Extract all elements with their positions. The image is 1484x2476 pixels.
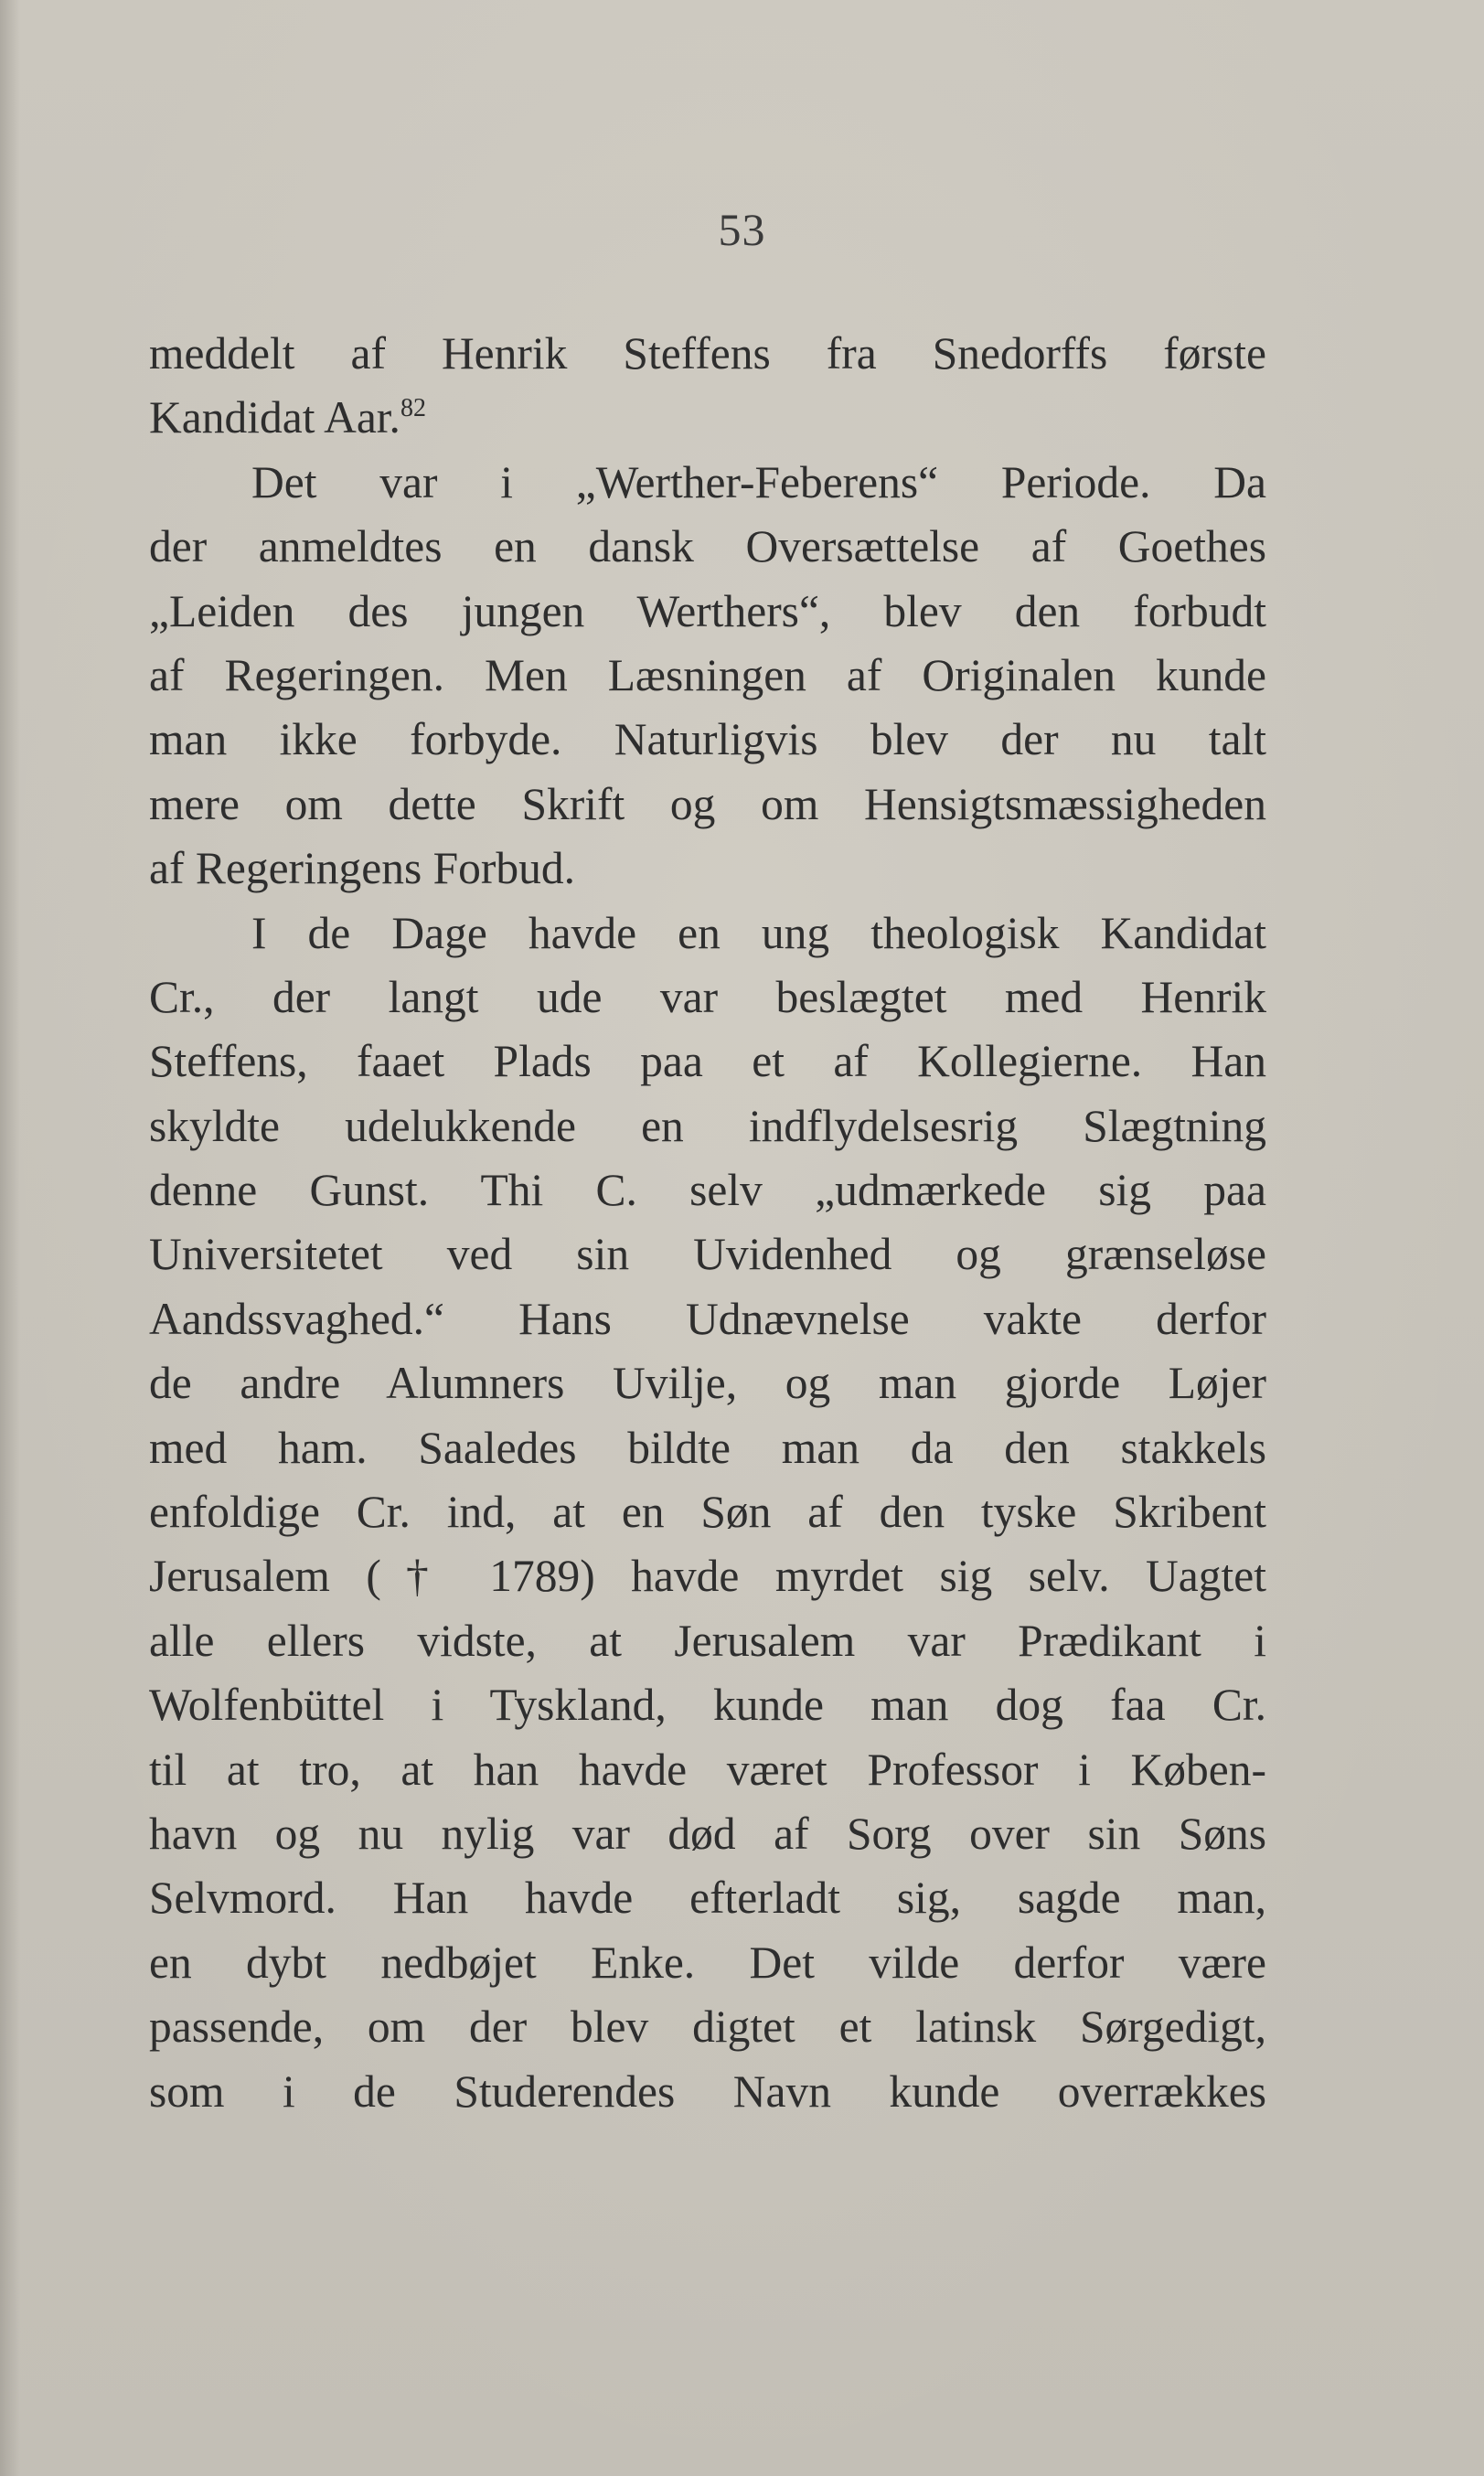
text-line: med ham. Saaledes bildte man da den stakkels bbox=[149, 1422, 1266, 1473]
text-line: en dybt nedbøjet Enke. Det vilde derfor være bbox=[149, 1937, 1266, 1988]
footnote-reference: 82 bbox=[400, 394, 426, 423]
text-line: Steffens, faaet Plads paa et af Kollegierne. Han bbox=[149, 1036, 1266, 1087]
text-line: enfoldige Cr. ind, at en Søn af den tyske Skribent bbox=[149, 1487, 1266, 1538]
page-gutter-shadow bbox=[0, 0, 20, 2476]
text-line: til at tro, at han havde været Professor i Køben- bbox=[149, 1744, 1266, 1795]
text-line: „Leiden des jungen Werthers“, blev den forbudt bbox=[149, 585, 1266, 636]
text-line: I de Dage havde en ung theologisk Kandidat bbox=[251, 907, 1266, 958]
body-text bbox=[149, 322, 1266, 2124]
text-line: meddelt af Henrik Steffens fra Snedorffs første bbox=[149, 328, 1266, 379]
text-line: mere om dette Skrift og om Hensigtsmæssigheden bbox=[149, 778, 1266, 829]
text-line: passende, om der blev digtet et latinsk Sørgedigt, bbox=[149, 2001, 1266, 2053]
text-line: Universitetet ved sin Uvidenhed og grænseløse bbox=[149, 1229, 1266, 1280]
text-line: Jerusalem († 1789) havde myrdet sig selv. Uagtet bbox=[149, 1551, 1266, 1602]
text-line: Selvmord. Han havde efterladt sig, sagde man, bbox=[149, 1873, 1266, 1924]
text-line: Cr., der langt ude var beslægtet med Henrik bbox=[149, 971, 1266, 1022]
text-line: denne Gunst. Thi C. selv „udmærkede sig paa bbox=[149, 1165, 1266, 1216]
text-line: som i de Studerendes Navn kunde overrækkes bbox=[149, 2065, 1266, 2117]
text-line: Det var i „Werther-Feberens“ Periode. Da bbox=[251, 456, 1266, 507]
text-line: der anmeldtes en dansk Oversættelse af Goethes bbox=[149, 521, 1266, 572]
text-line: af Regeringens Forbud. bbox=[149, 843, 576, 894]
text-line: Kandidat Aar.$^{82}$ bbox=[149, 392, 426, 443]
page-number: 53 bbox=[718, 204, 766, 255]
text-line: de andre Alumners Uvilje, og man gjorde Løjer bbox=[149, 1358, 1266, 1409]
text-line: Wolfenbüttel i Tyskland, kunde man dog faa Cr. bbox=[149, 1680, 1266, 1731]
text-line: man ikke forbyde. Naturligvis blev der nu talt bbox=[149, 714, 1266, 765]
text-line: havn og nu nylig var død af Sorg over sin Søns bbox=[149, 1808, 1266, 1859]
text-line: skyldte udelukkende en indflydelsesrig Slægtning bbox=[149, 1100, 1266, 1151]
text-line: alle ellers vidste, at Jerusalem var Prædikant i bbox=[149, 1615, 1266, 1666]
text-line: Aandssvaghed.“ Hans Udnævnelse vakte derfor bbox=[149, 1293, 1266, 1344]
text-line: af Regeringen. Men Læsningen af Originalen kunde bbox=[149, 649, 1266, 700]
